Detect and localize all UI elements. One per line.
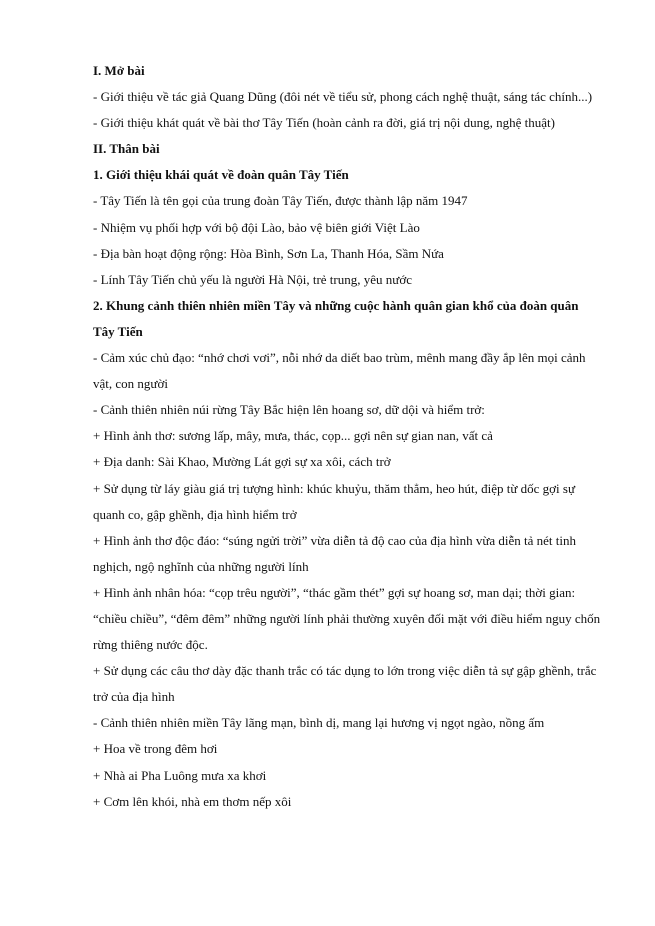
- paragraph-author-intro: - Giới thiệu về tác giả Quang Dũng (đôi nét về tiểu sử, phong cách nghệ thuật, sáng tác chính...): [93, 89, 593, 105]
- paragraph-troop-mission: - Nhiệm vụ phối hợp với bộ đội Lào, bảo vệ biên giới Việt Lào: [93, 219, 420, 235]
- paragraph-unique-image: + Hình ảnh thơ độc đáo: “súng ngửi trời” vừa diễn tả độ cao của địa hình vừa diễn tả nét tinh nghịch, ngộ nghĩnh của những người lính: [93, 532, 577, 574]
- paragraph-reduplicative-words: + Sử dụng từ láy giàu giá trị tượng hình: khúc khuỷu, thăm thẳm, heo hút, điệp từ dốc gợi sự quanh co, gập ghềnh, địa hình hiểm trở: [93, 480, 576, 522]
- paragraph-verse-flowers: + Hoa về trong đêm hơi: [93, 741, 218, 757]
- paragraph-main-emotion: - Cảm xúc chủ đạo: “nhớ chơi vơi”, nỗi nhớ da diết bao trùm, mênh mang đầy ắp lên mọi cảnh vật, con người: [93, 350, 586, 392]
- subheading-nature-marches: 2. Khung cảnh thiên nhiên miền Tây và những cuộc hành quân gian khổ của đoàn quân Tây Tiến: [93, 297, 579, 339]
- paragraph-verse-sticky-rice: + Cơm lên khói, nhà em thơm nếp xôi: [93, 793, 292, 809]
- paragraph-verse-pha-luong: + Nhà ai Pha Luông mưa xa khơi: [93, 767, 267, 783]
- paragraph-troop-area: - Địa bàn hoạt động rộng: Hòa Bình, Sơn La, Thanh Hóa, Sầm Nứa: [93, 245, 444, 261]
- paragraph-romantic-nature: - Cảnh thiên nhiên miền Tây lãng mạn, bình dị, mang lại hương vị ngọt ngào, nồng ấm: [93, 715, 545, 731]
- paragraph-place-names: + Địa danh: Sài Khao, Mường Lát gợi sự xa xôi, cách trở: [93, 454, 391, 470]
- paragraph-poetic-images: + Hình ảnh thơ: sương lấp, mây, mưa, thác, cọp... gợi nên sự gian nan, vất cả: [93, 428, 493, 444]
- subheading-troop-overview: 1. Giới thiệu khái quát về đoàn quân Tây Tiến: [93, 167, 349, 183]
- paragraph-troop-name: - Tây Tiến là tên gọi của trung đoàn Tây Tiến, được thành lập năm 1947: [93, 193, 468, 209]
- paragraph-sharp-tones: + Sử dụng các câu thơ dày đặc thanh trắc có tác dụng to lớn trong việc diễn tả sự gập ghềnh, trắc trở của địa hình: [93, 663, 597, 705]
- document-body: [93, 58, 603, 815]
- section-heading-intro: I. Mở bài: [93, 63, 145, 78]
- paragraph-personification: + Hình ảnh nhân hóa: “cọp trêu người”, “thác gầm thét” gợi sự hoang sơ, man dại; thời gian: “chiều chiều”, “đêm đêm” những người lính phải thường xuyên đối mặt với điều hiểm nguy chốn rừng thiêng nước độc.: [93, 584, 601, 653]
- section-heading-body: II. Thân bài: [93, 141, 160, 157]
- paragraph-wild-nature: - Cảnh thiên nhiên núi rừng Tây Bắc hiện lên hoang sơ, dữ dội và hiểm trở:: [93, 402, 485, 418]
- paragraph-poem-intro: - Giới thiệu khát quát về bài thơ Tây Tiến (hoàn cảnh ra đời, giá trị nội dung, nghệ thuật): [93, 115, 555, 131]
- paragraph-troop-soldiers: - Lính Tây Tiến chủ yếu là người Hà Nội, trẻ trung, yêu nước: [93, 271, 412, 287]
